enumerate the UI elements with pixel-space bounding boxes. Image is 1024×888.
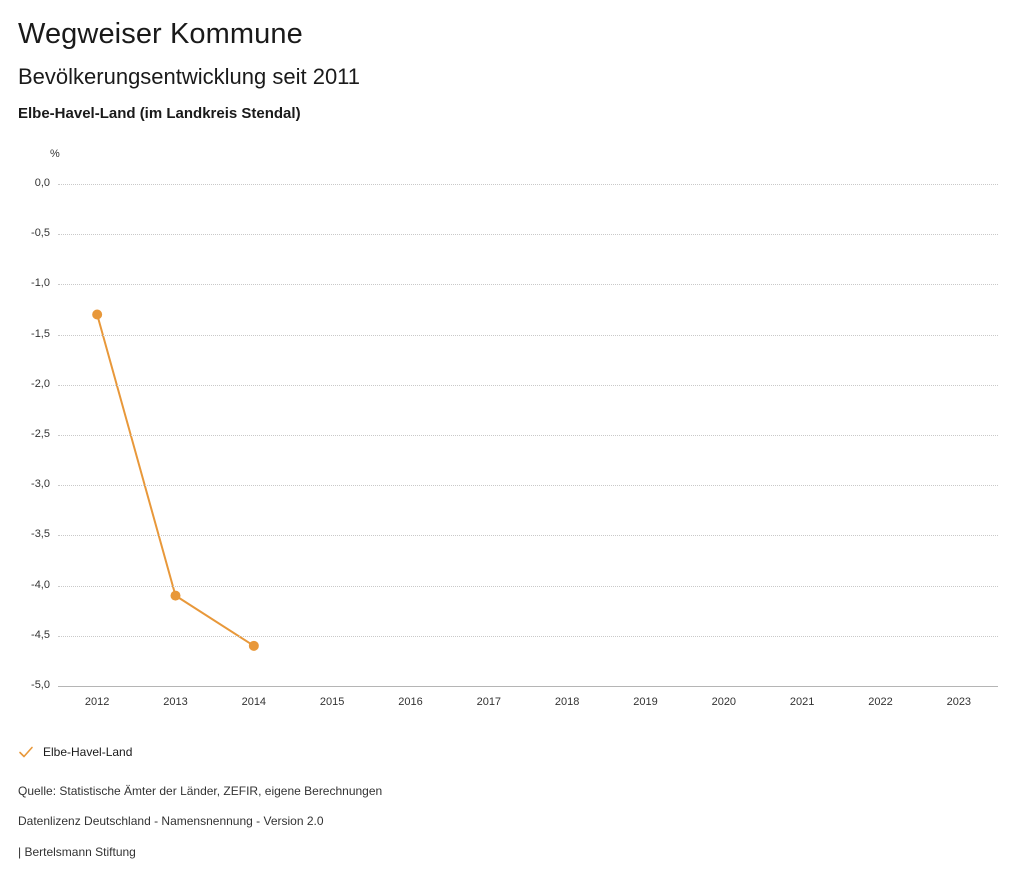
footer xyxy=(18,784,978,859)
y-axis-tick-label: -4,5 xyxy=(31,628,50,641)
x-axis-tick-label: 2016 xyxy=(398,696,423,708)
region-label: Elbe-Havel-Land (im Landkreis Stendal) xyxy=(18,105,301,122)
x-axis-tick-label: 2020 xyxy=(711,696,737,708)
footer-publisher: | Bertelsmann Stiftung xyxy=(18,844,136,859)
footer-source: Quelle: Statistische Ämter der Länder, ZEFIR, eigene Berechnungen xyxy=(18,784,383,798)
check-icon[interactable] xyxy=(18,744,34,760)
x-axis-tick-label: 2013 xyxy=(163,696,188,708)
page-title: Wegweiser Kommune xyxy=(18,18,303,50)
y-axis-tick-label: -0,5 xyxy=(31,227,50,240)
x-axis-line xyxy=(58,686,998,687)
y-axis-unit: % xyxy=(50,148,60,160)
gridline xyxy=(58,586,998,587)
data-point xyxy=(249,641,259,651)
footer-license: Datenlizenz Deutschland - Namensnennung - Version 2.0 xyxy=(18,814,324,829)
y-axis-tick-label: -3,0 xyxy=(31,478,50,491)
y-axis-tick-label: -5,0 xyxy=(31,679,50,691)
gridline xyxy=(58,234,998,235)
x-axis-tick-label: 2015 xyxy=(319,696,345,708)
gridline xyxy=(58,435,998,436)
x-axis-tick-label: 2021 xyxy=(789,696,815,708)
gridline xyxy=(58,636,998,637)
plot-area xyxy=(58,184,998,686)
gridline xyxy=(58,335,998,336)
x-axis-tick-label: 2023 xyxy=(946,696,972,708)
x-axis-tick-label: 2019 xyxy=(633,696,658,708)
y-axis-tick-label: 0,0 xyxy=(34,177,50,189)
x-axis-tick-label: 2017 xyxy=(476,696,502,708)
y-axis-tick-label: -1,5 xyxy=(31,327,50,340)
gridline xyxy=(58,535,998,536)
gridline xyxy=(58,184,998,185)
page-subtitle: Bevölkerungsentwicklung seit 2011 xyxy=(18,64,361,89)
x-axis-tick-label: 2014 xyxy=(241,696,267,708)
gridline xyxy=(58,385,998,386)
y-axis-tick-label: -1,0 xyxy=(31,277,50,290)
y-axis-tick-label: -2,5 xyxy=(31,428,50,440)
gridline xyxy=(58,284,998,285)
y-axis-tick-label: -4,0 xyxy=(31,578,50,591)
legend[interactable] xyxy=(18,744,132,760)
legend-item-label: Elbe-Havel-Land xyxy=(43,745,133,759)
chart-container xyxy=(0,140,1024,720)
y-axis-tick-label: -2,0 xyxy=(31,377,50,390)
x-axis-tick-label: 2022 xyxy=(868,696,893,708)
y-axis-tick-label: -3,5 xyxy=(31,528,50,541)
gridline xyxy=(58,485,998,486)
data-point xyxy=(171,591,181,601)
data-point xyxy=(92,310,102,320)
x-axis-tick-label: 2012 xyxy=(84,696,110,708)
x-axis-tick-label: 2018 xyxy=(554,696,580,708)
